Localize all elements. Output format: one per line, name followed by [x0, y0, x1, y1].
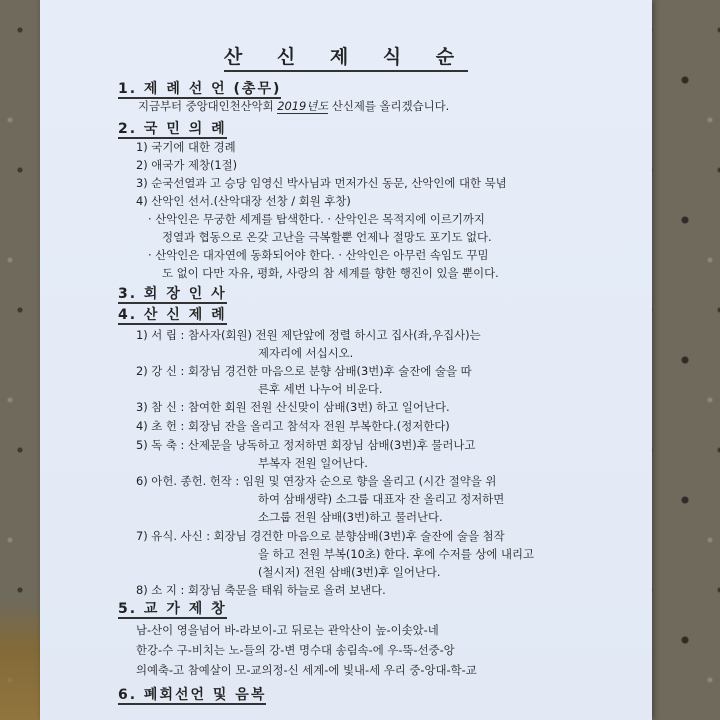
rite-step: 1) 서 립 : 참사자(회원) 전원 제단앞에 정렬 하시고 집사(좌,우집사)는 [136, 328, 481, 342]
section-5-heading: 5. 교 가 제 창 [118, 601, 227, 617]
rite-step-cont: 소그룹 전원 삼배(3번)하고 물러난다. [258, 510, 443, 524]
rite-step-cont: 제자리에 서십시오. [258, 346, 354, 360]
rite-step: 7) 유식. 사신 : 회장님 경건한 마음으로 분향삼배(3번)후 술잔에 술을 첨작 [136, 529, 505, 543]
ceremony-program-sheet [40, 0, 652, 720]
rite-step: 5) 독 축 : 산제문을 낭독하고 정저하면 회장님 삼배(3번)후 물러나고 [136, 438, 476, 452]
rite-step: 2) 강 신 : 회장님 경건한 마음으로 분향 삼배(3번)후 술잔에 술을 따 [136, 364, 472, 378]
section-6-heading: 6. 폐회선언 및 음복 [118, 687, 267, 703]
rite-step-cont: 하여 삼배생략) 소그룹 대표자 잔 올리고 정저하면 [258, 492, 505, 506]
pledge-line: · 산악인은 대자연에 동화되어야 한다. · 산악인은 아무런 속임도 꾸밈 [148, 248, 489, 262]
pledge-line: · 산악인은 무궁한 세계를 탐색한다. · 산악인은 목적지에 이르기까지 [148, 212, 485, 226]
section-2-heading: 2. 국 민 의 례 [118, 121, 227, 137]
section-4-heading: 4. 산 신 제 례 [118, 307, 227, 323]
pledge-line: 도 없이 다만 자유, 평화, 사랑의 참 세계를 향한 행진이 있을 뿐이다. [162, 266, 499, 280]
rite-step: 6) 아헌. 종헌. 헌작 : 임원 및 연장자 순으로 향을 올리고 (시간 절약을 위 [136, 474, 497, 488]
list-item: 2) 애국가 제창(1절) [136, 158, 238, 172]
school-song-lyric: 의예축-고 참예살이 모-교의정-신 세계-에 빛내-세 우리 중-앙대-학-교 [136, 663, 477, 677]
rite-step: 3) 참 신 : 참여한 회원 전원 산신맞이 삼배(3번) 하고 일어난다. [136, 400, 450, 414]
rite-step-cont: 을 하고 전원 부복(10초) 한다. 후에 수저를 상에 내리고 [258, 547, 535, 561]
rite-step-cont: 부복자 전원 일어난다. [258, 456, 368, 470]
page-title: 산 신 제 식 순 [40, 42, 652, 69]
rite-step: 4) 초 헌 : 회장님 잔을 올리고 참석자 전원 부복한다.(정저한다) [136, 419, 450, 433]
list-item: 3) 순국선열과 고 승당 임영신 박사님과 먼저가신 동문, 산악인에 대한 묵념 [136, 176, 507, 190]
school-song-lyric: 한강-수 구-비치는 노-들의 강-변 명수대 송림속-에 우-뚝-선중-앙 [136, 643, 455, 657]
section-3-heading: 3. 회 장 인 사 [118, 286, 227, 302]
list-item: 1) 국기에 대한 경례 [136, 140, 236, 154]
pledge-line: 정열과 협동으로 온갖 고난을 극복할뿐 언제나 절망도 포기도 없다. [162, 230, 492, 244]
rite-step: 8) 소 지 : 회장님 축문을 태워 하늘로 올려 보낸다. [136, 583, 386, 597]
section-1-text: 지금부터 중앙대인천산악회 2019년도 산신제를 올리겠습니다. [138, 99, 450, 113]
list-item: 4) 산악인 선서.(산악대장 선창 / 회원 후창) [136, 194, 351, 208]
handwritten-year: 2019년도 [277, 99, 329, 113]
section-1-heading: 1. 제 례 선 언 (총무) [118, 81, 282, 97]
rite-step-cont: (철시저) 전원 삼배(3번)후 일어난다. [258, 565, 441, 579]
rite-step-cont: 른후 세번 나누어 비운다. [258, 382, 383, 396]
school-song-lyric: 남-산이 영을넘어 바-라보이-고 뒤로는 관악산이 높-이솟았-네 [136, 623, 439, 637]
